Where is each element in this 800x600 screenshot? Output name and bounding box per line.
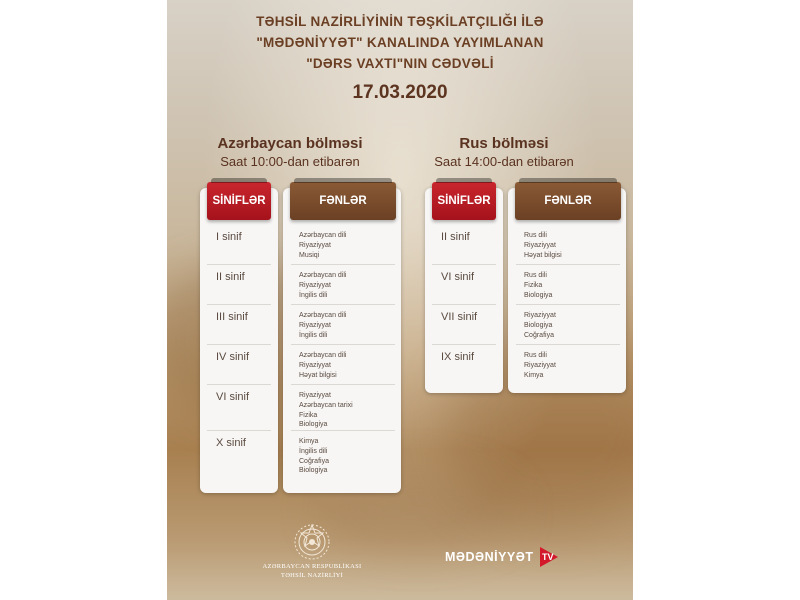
tv-play-icon (538, 545, 560, 569)
subject-item: Kimya (299, 438, 319, 445)
subject-list (299, 437, 329, 476)
row-divider (432, 264, 496, 265)
class-name: III sinif (216, 311, 248, 323)
ru-section-time: Saat 14:00-dan etibarən (434, 154, 574, 169)
subject-list (299, 271, 346, 300)
subject-item: Azərbaycan dili (299, 312, 347, 319)
row-divider (207, 430, 271, 431)
subject-list (299, 311, 346, 340)
class-name: IV sinif (216, 351, 250, 363)
row-divider (291, 384, 395, 385)
subject-item: Azərbaycan dili (299, 272, 347, 279)
subject-item: Riyaziyyat (524, 241, 556, 249)
az-section-time: Saat 10:00-dan etibarən (220, 154, 360, 169)
subject-item: Riyaziyyat (524, 312, 556, 319)
class-name: II sinif (216, 271, 245, 283)
subject-list (299, 231, 346, 260)
subject-item: Coğrafiya (299, 457, 329, 465)
schedule-date: 17.03.2020 (352, 82, 448, 103)
subject-item: İngilis dili (299, 291, 328, 299)
subject-item: Biologiya (524, 291, 553, 299)
class-name: VII sinif (441, 311, 478, 323)
row-divider (291, 344, 395, 345)
row-divider (207, 384, 271, 385)
row-divider (516, 264, 620, 265)
subject-item: Rus dili (524, 272, 547, 279)
subject-list (524, 311, 556, 340)
row-divider (207, 264, 271, 265)
title-line-3: "DƏRS VAXTI"NIN CƏDVƏLİ (306, 56, 494, 71)
ru-section-title: Rus bölməsi (459, 135, 549, 152)
ministry-line-1: AZƏRBAYCAN RESPUBLİKASI (262, 563, 362, 570)
subject-list (524, 271, 552, 300)
ru-subjects-header: FƏNLƏR (515, 182, 621, 220)
medeniyyet-tv-logo (445, 545, 560, 569)
row-divider (207, 344, 271, 345)
subject-item: Rus dili (524, 352, 547, 359)
az-section-title: Azərbaycan bölməsi (217, 135, 363, 152)
subject-item: Riyaziyyat (299, 321, 331, 329)
schedule-poster (167, 0, 633, 600)
subject-item: Həyat bilgisi (524, 251, 562, 259)
subject-list (299, 351, 346, 380)
subject-item: Kimya (524, 371, 544, 379)
class-name: IX sinif (441, 351, 475, 363)
subject-item: Azərbaycan dili (299, 232, 347, 239)
subject-item: Biologiya (299, 467, 328, 475)
subject-item: Riyaziyyat (299, 281, 331, 289)
subject-item: Riyaziyyat (299, 361, 331, 369)
title-line-2: "MƏDƏNİYYƏT" KANALINDA YAYIMLANAN (256, 35, 544, 50)
subject-item: Musiqi (299, 251, 320, 259)
subject-item: Azərbaycan tarixi (299, 401, 353, 409)
row-divider (516, 344, 620, 345)
class-name: VI sinif (216, 391, 250, 403)
subject-item: Azərbaycan dili (299, 352, 347, 359)
ru-classes-header: SİNİFLƏR (432, 182, 496, 220)
row-divider (291, 430, 395, 431)
ministry-logo (257, 522, 367, 580)
subject-item: Fizika (524, 281, 543, 289)
class-name: I sinif (216, 231, 242, 243)
subject-list (524, 231, 562, 260)
subject-item: Riyaziyyat (524, 361, 556, 369)
subject-list (524, 351, 556, 380)
az-subjects-header: FƏNLƏR (290, 182, 396, 220)
row-divider (432, 344, 496, 345)
subject-item: Rus dili (524, 232, 547, 239)
subject-list (299, 391, 353, 430)
subject-item: Həyat bilgisi (299, 371, 337, 379)
title-line-1: TƏHSİL NAZİRLİYİNİN TƏŞKİLATÇILIĞI İLƏ (256, 14, 544, 29)
ministry-line-2: TƏHSİL NAZİRLİYİ (280, 572, 344, 579)
subject-item: Riyaziyyat (299, 392, 331, 399)
subject-item: Biologiya (299, 421, 328, 429)
row-divider (207, 304, 271, 305)
tv-suffix: TV (542, 552, 554, 562)
tv-channel-name: MƏDƏNİYYƏT (445, 550, 534, 564)
class-name: II sinif (441, 231, 470, 243)
subject-item: İngilis dili (299, 331, 328, 339)
subject-item: Riyaziyyat (299, 241, 331, 249)
subject-item: Coğrafiya (524, 331, 554, 339)
row-divider (291, 264, 395, 265)
row-divider (432, 304, 496, 305)
class-name: VI sinif (441, 271, 475, 283)
ministry-emblem-icon (290, 522, 334, 562)
subject-item: Biologiya (524, 321, 553, 329)
row-divider (291, 304, 395, 305)
class-name: X sinif (216, 437, 246, 449)
az-classes-header: SİNİFLƏR (207, 182, 271, 220)
row-divider (516, 304, 620, 305)
subject-item: İngilis dili (299, 447, 328, 455)
subject-item: Fizika (299, 411, 318, 419)
